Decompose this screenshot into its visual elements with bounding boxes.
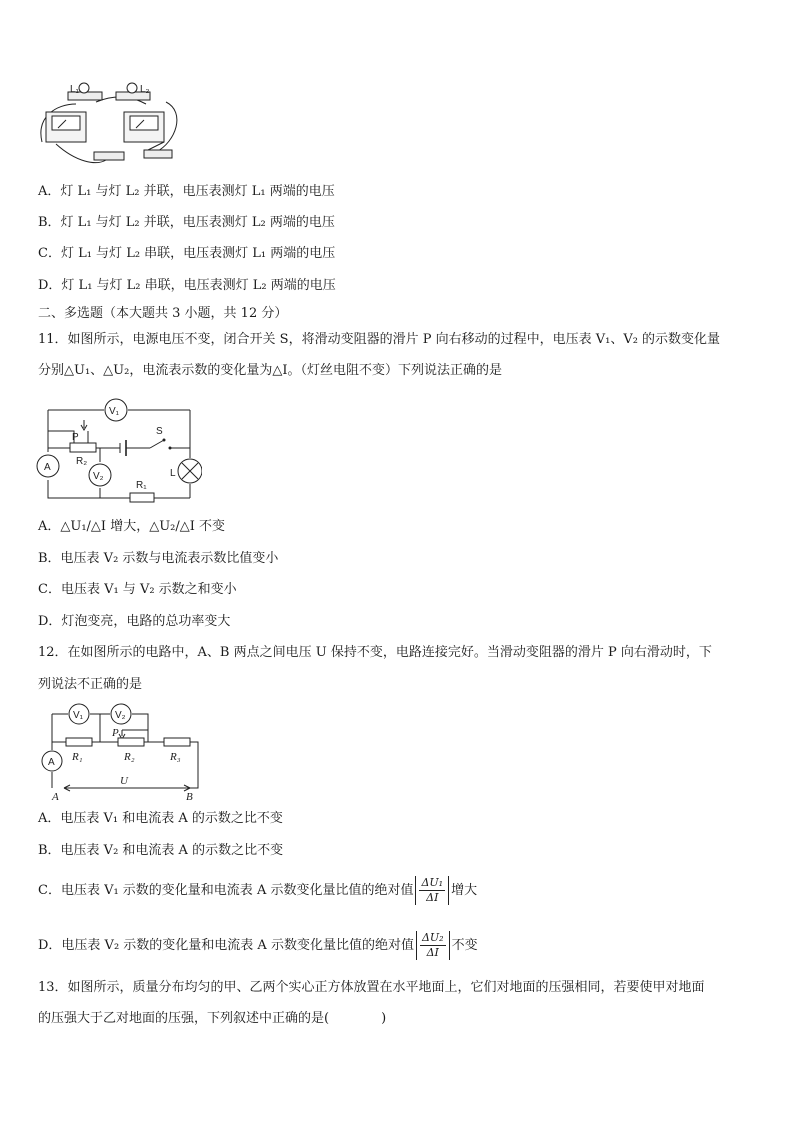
q12-label-u: U [120, 775, 128, 787]
q10-option-d: D．灯 L₁ 与灯 L₂ 串联，电压表测灯 L₂ 两端的电压 [38, 278, 336, 293]
section-title-multi-choice: 二、多选题（本大题共 3 小题，共 12 分） [38, 306, 288, 321]
q12-option-c-numerator: ΔU₁ [421, 876, 444, 889]
q12-option-c-fraction [415, 876, 449, 905]
q11-option-c: C．电压表 V₁ 与 V₂ 示数之和变小 [38, 582, 237, 597]
q10-option-c: C．灯 L₁ 与灯 L₂ 串联，电压表测灯 L₁ 两端的电压 [38, 246, 336, 261]
q11-stem-line1: 11．如图所示，电源电压不变，闭合开关 S，将滑动变阻器的滑片 P 向右移动的过程中，电压表 V₁、V₂ 的示数变化量 [38, 332, 721, 347]
q11-circuit-diagram [34, 396, 202, 508]
q11-label-r1: R₁ [136, 480, 147, 491]
q12-option-c-denominator: ΔI [426, 891, 439, 904]
q12-option-d-denominator: ΔI [426, 946, 439, 959]
q11-label-l: L [170, 468, 176, 479]
q10-option-b: B．灯 L₁ 与灯 L₂ 并联，电压表测灯 L₂ 两端的电压 [38, 215, 335, 230]
q12-label-r2: R₂ [124, 751, 135, 763]
q12-option-c [38, 876, 477, 905]
q12-label-a: A [48, 757, 55, 768]
q12-option-a: A．电压表 V₁ 和电流表 A 的示数之比不变 [38, 811, 283, 826]
q12-label-point-a: A [52, 791, 59, 803]
q12-label-r3: R₃ [170, 751, 181, 763]
q11-label-p: P [72, 432, 79, 443]
q11-label-r2: R₂ [76, 456, 88, 467]
q12-option-d-numerator: ΔU₂ [421, 931, 444, 944]
q11-option-a: A．△U₁/△I 增大，△U₂/△I 不变 [38, 519, 226, 534]
q12-option-d-suffix: 不变 [451, 937, 478, 953]
q12-option-d [38, 931, 478, 960]
q12-stem-line1: 12．在如图所示的电路中，A、B 两点之间电压 U 保持不变，电路连接完好。当滑动变阻器的滑片 P 向右滑动时，下 [38, 645, 712, 660]
q12-option-d-text: D．电压表 V₂ 示数的变化量和电流表 A 示数变化量比值的绝对值 [38, 937, 414, 953]
q11-option-d: D．灯泡变亮，电路的总功率变大 [38, 614, 231, 629]
q11-label-v2: V₂ [93, 471, 104, 482]
q12-stem-line2: 列说法不正确的是 [38, 677, 143, 692]
q12-label-point-b: B [186, 791, 193, 803]
q12-circuit-diagram [38, 700, 204, 804]
q11-label-s: S [156, 426, 163, 437]
q11-option-b: B．电压表 V₂ 示数与电流表示数比值变小 [38, 551, 279, 566]
q12-label-v1: V₁ [73, 710, 84, 721]
q10-apparatus-figure [36, 82, 186, 170]
q10-label-l2: L₂ [140, 84, 150, 95]
q12-option-b: B．电压表 V₂ 和电流表 A 的示数之比不变 [38, 843, 284, 858]
q12-option-d-fraction [416, 931, 450, 960]
q12-label-p: P [112, 727, 119, 739]
q11-label-v1: V₁ [109, 406, 120, 417]
q12-option-c-suffix: 增大 [451, 882, 478, 898]
q13-stem-line1: 13．如图所示，质量分布均匀的甲、乙两个实心正方体放置在水平地面上，它们对地面的压强相同，若要使甲对地面 [38, 980, 705, 995]
q12-label-r1: R₁ [72, 751, 83, 763]
q10-option-a: A．灯 L₁ 与灯 L₂ 并联，电压表测灯 L₁ 两端的电压 [38, 184, 335, 199]
q13-stem-line2: 的压强大于乙对地面的压强，下列叙述中正确的是( ) [38, 1011, 387, 1026]
q11-stem-line2: 分别△U₁、△U₂，电流表示数的变化量为△I。（灯丝电阻不变）下列说法正确的是 [38, 363, 502, 378]
q11-label-a: A [44, 462, 51, 473]
q12-option-c-text: C．电压表 V₁ 示数的变化量和电流表 A 示数变化量比值的绝对值 [38, 882, 414, 898]
q10-label-l1: L₁ [70, 84, 79, 95]
q12-label-v2: V₂ [115, 710, 126, 721]
